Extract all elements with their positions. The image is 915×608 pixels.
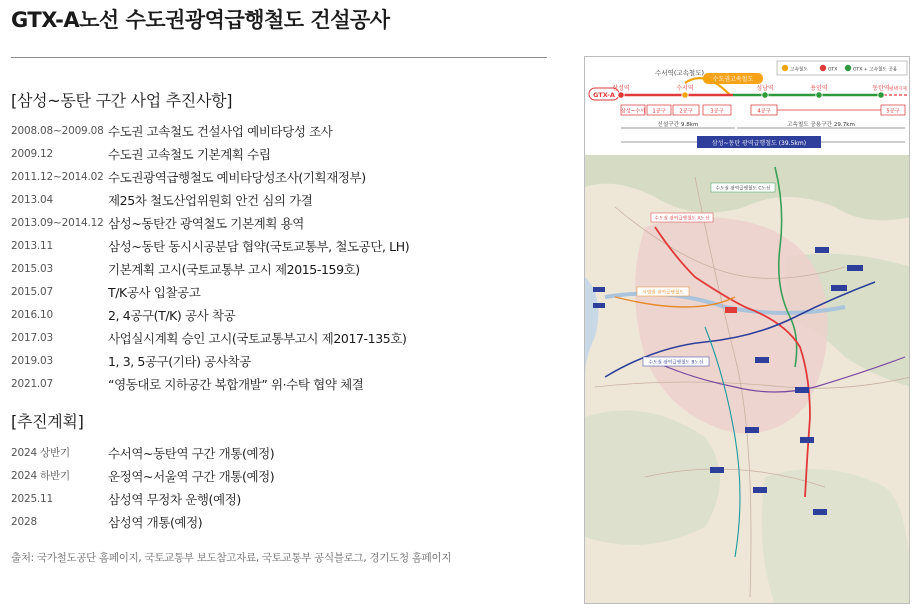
legend-hsr-icon [782, 65, 788, 71]
station-dot [682, 92, 688, 98]
timeline-item [11, 441, 551, 464]
legend-label: 고속철도 [790, 67, 808, 73]
plan-list [11, 441, 551, 533]
timeline-date: 2016.10 [11, 308, 54, 321]
legend-gtx-icon [820, 65, 826, 71]
section-label: 3공구 [710, 108, 724, 115]
timeline-date: 2025.11 [11, 492, 54, 505]
timeline-date: 2008.08~2009.08 [11, 124, 104, 137]
timeline-item [11, 280, 551, 303]
timeline-date: 2011.12~2014.02 [11, 170, 104, 183]
timeline-date: 2013.11 [11, 239, 54, 252]
dongtan-sub-label: 평택지제 [889, 87, 907, 92]
route-label-c: 수도권 광역급행철도 C노선 [715, 186, 771, 192]
new-section-label: 신설구간 9.8km [657, 122, 699, 128]
station-dot [762, 92, 768, 98]
station-dot [816, 92, 822, 98]
timeline-desc: “영동대로 지하공간 복합개발” 위·수탁 협약 체결 [108, 376, 364, 392]
legend-shared-icon [845, 65, 851, 71]
timeline-item [11, 372, 551, 395]
timeline-date: 2017.03 [11, 331, 54, 344]
timeline-item [11, 188, 551, 211]
timeline-desc: 삼성~동탄 동시시공분담 협약(국토교통부, 철도공단, LH) [108, 238, 410, 254]
timeline-date: 2028 [11, 515, 37, 528]
timeline-date: 2013.09~2014.12 [11, 216, 104, 229]
timeline-desc: 운정역~서울역 구간 개통(예정) [108, 468, 275, 484]
route-label-a: 수도권 광역급행철도 A노선 [654, 216, 710, 222]
timeline-date: 2013.04 [11, 193, 54, 206]
station-dot [618, 92, 624, 98]
timeline-item [11, 234, 551, 257]
timeline-desc: 수도권광역급행철도 예비타당성조사(기획재정부) [108, 169, 366, 185]
timeline-date: 2021.07 [11, 377, 54, 390]
station-label: 성남역 [756, 85, 774, 92]
timeline-item [11, 326, 551, 349]
station-label: 수서역 [676, 85, 694, 92]
timeline-date: 2009.12 [11, 147, 54, 160]
timeline-item [11, 487, 551, 510]
timeline-desc: 삼성역 개통(예정) [108, 514, 203, 530]
timeline-desc: 기본계획 고시(국토교통부 고시 제2015-159호) [108, 261, 360, 277]
route-map-svg [585, 57, 910, 604]
section-label: 1공구 [652, 108, 666, 115]
timeline-item [11, 464, 551, 487]
station-label: 동탄역 [872, 85, 890, 92]
progress-list [11, 119, 551, 395]
legend-label: GTX + 고속철도 공용 [853, 67, 898, 73]
legend-label: GTX [828, 67, 838, 73]
route-label-shiheung: 시범권 광역급행철도 [642, 290, 684, 296]
suseo-hsr-label: 수서역(고속철도) [655, 69, 705, 77]
route-map-figure [584, 56, 910, 604]
timeline-item [11, 165, 551, 188]
timeline-item [11, 142, 551, 165]
plan-heading: [추진계획] [11, 412, 84, 431]
timeline-desc: T/K공사 입찰공고 [108, 284, 201, 300]
timeline-desc: 수도권 고속철도 건설사업 예비타당성 조사 [108, 123, 333, 139]
timeline-item [11, 510, 551, 533]
line-name: GTX-A [593, 91, 615, 99]
timeline-item [11, 349, 551, 372]
timeline-item [11, 257, 551, 280]
total-label: 삼성~동탄 광역급행철도 (39.5km) [711, 140, 807, 147]
timeline-item [11, 119, 551, 142]
section-label: 삼성~수서 [620, 108, 646, 115]
title-divider [11, 57, 547, 58]
section-label: 2공구 [679, 108, 693, 115]
station-label: 삼성역 [612, 85, 630, 92]
timeline-date: 2024 하반기 [11, 470, 70, 482]
timeline-item [11, 211, 551, 234]
timeline-desc: 수도권 고속철도 기본계획 수립 [108, 146, 271, 162]
timeline-desc: 삼성~동탄간 광역철도 기본계획 용역 [108, 215, 304, 231]
hsr-label: 수도권고속철도 [712, 76, 754, 83]
source-note: 출처: 국가철도공단 홈페이지, 국토교통부 보도참고자료, 국토교통부 공식블로그, 경기도청 홈페이지 [11, 552, 452, 564]
station-label: 용인역 [810, 85, 828, 92]
route-label-b: 수도권 광역급행철도 B노선 [648, 360, 704, 366]
shared-section-label: 고속철도 공용구간 29.7km [787, 122, 855, 128]
progress-heading: [삼성~동탄 구간 사업 추진사항] [11, 91, 233, 110]
station-dot [878, 92, 884, 98]
timeline-desc: 1, 3, 5공구(기타) 공사착공 [108, 353, 251, 369]
timeline-date: 2015.07 [11, 285, 54, 298]
timeline-date: 2019.03 [11, 354, 54, 367]
section-label: 5공구 [886, 108, 900, 115]
timeline-date: 2015.03 [11, 262, 54, 275]
timeline-desc: 수서역~동탄역 구간 개통(예정) [108, 445, 275, 461]
timeline-desc: 제25차 철도산업위원회 안건 심의 가결 [108, 192, 313, 208]
timeline-desc: 사업실시계획 승인 고시(국토교통부고시 제2017-135호) [108, 330, 407, 346]
section-label: 4공구 [757, 108, 771, 115]
timeline-item [11, 303, 551, 326]
timeline-date: 2024 상반기 [11, 447, 70, 459]
timeline-desc: 2, 4공구(T/K) 공사 착공 [108, 307, 236, 323]
timeline-desc: 삼성역 무정차 운행(예정) [108, 491, 241, 507]
page-title: GTX-A노선 수도권광역급행철도 건설공사 [11, 8, 390, 32]
